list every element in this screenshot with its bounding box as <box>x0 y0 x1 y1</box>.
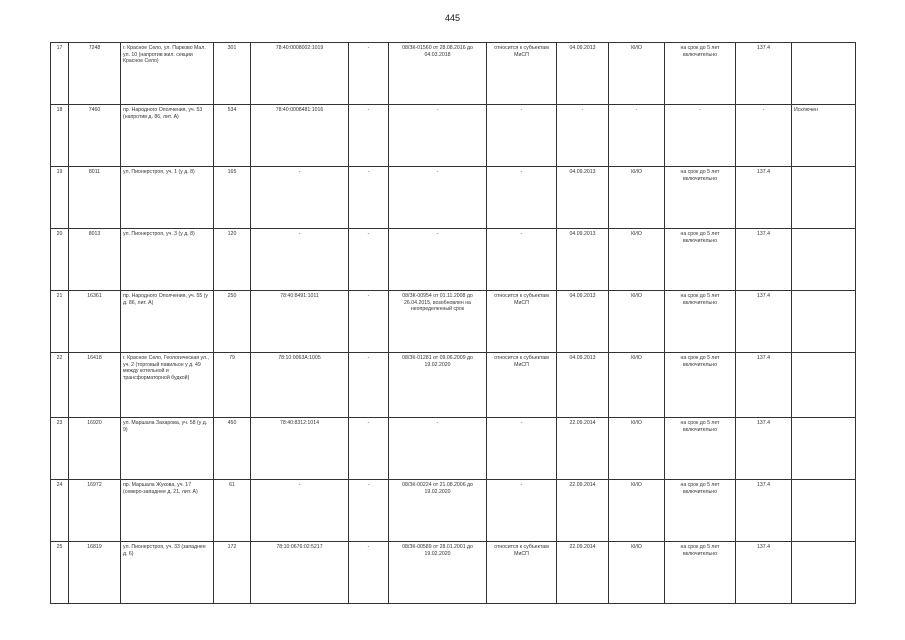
term-cell: на срок до 5 лет включительно <box>665 353 736 418</box>
table-body <box>51 43 856 604</box>
address-cell: ул. Пионерстроя, уч. 1 (у д. 8) <box>121 167 214 229</box>
date-cell: 04.09.2013 <box>557 43 609 105</box>
rate-cell: 137.4 <box>736 542 792 604</box>
table-row <box>51 105 856 167</box>
contract-cell: - <box>389 167 487 229</box>
contract-cell: 08/ЗК-01560 от 28.08.2016 до 04.03.2018 <box>389 43 487 105</box>
sme-status-cell: - <box>487 105 557 167</box>
sme-status-cell: относится к субъектам МиСП <box>487 542 557 604</box>
contract-cell: 08/ЗК-00589 от 28.01.2001 до 19.02.2020 <box>389 542 487 604</box>
area-cell: 61 <box>214 480 251 542</box>
note-cell <box>792 167 856 229</box>
encumbrance-cell: - <box>349 43 389 105</box>
cadastral-number-cell: 78:40:0008481:1016 <box>251 105 349 167</box>
row-number-cell: 19 <box>51 167 69 229</box>
address-cell: г. Красное Село, ул. Парково Мал. ул. 10 (напротив жил. секции Красное Село) <box>121 43 214 105</box>
note-cell <box>792 418 856 480</box>
sme-status-cell: относится к субъектам МиСП <box>487 353 557 418</box>
row-number-cell: 21 <box>51 291 69 353</box>
sme-status-cell: - <box>487 480 557 542</box>
table-row <box>51 353 856 418</box>
contract-cell: - <box>389 229 487 291</box>
cadastral-number-cell: 78:10:0063A:1005 <box>251 353 349 418</box>
sme-status-cell: - <box>487 167 557 229</box>
rate-cell: 137.4 <box>736 418 792 480</box>
term-cell: на срок до 5 лет включительно <box>665 43 736 105</box>
address-cell: ул. Пионерстроя, уч. 3 (у д. 8) <box>121 229 214 291</box>
object-id-cell: 16972 <box>69 480 121 542</box>
rate-cell: 137.4 <box>736 291 792 353</box>
area-cell: 250 <box>214 291 251 353</box>
organization-cell: КИО <box>609 480 665 542</box>
organization-cell: КИО <box>609 167 665 229</box>
object-id-cell: 16418 <box>69 353 121 418</box>
organization-cell: КИО <box>609 353 665 418</box>
contract-cell: - <box>389 105 487 167</box>
note-cell <box>792 229 856 291</box>
organization-cell: КИО <box>609 43 665 105</box>
date-cell: 22.09.2014 <box>557 480 609 542</box>
note-cell <box>792 291 856 353</box>
table-row <box>51 167 856 229</box>
sme-status-cell: относится к субъектам МиСП <box>487 43 557 105</box>
area-cell: 120 <box>214 229 251 291</box>
page-number: 445 <box>444 13 461 23</box>
date-cell: 22.09.2014 <box>557 542 609 604</box>
table-row <box>51 542 856 604</box>
address-cell: пр. Народного Ополчения, уч. 55 (у д. 86, лит. А) <box>121 291 214 353</box>
encumbrance-cell: - <box>349 167 389 229</box>
object-id-cell: 16819 <box>69 542 121 604</box>
sme-status-cell: - <box>487 418 557 480</box>
encumbrance-cell: - <box>349 542 389 604</box>
rate-cell: 137.4 <box>736 353 792 418</box>
contract-cell: 08/ЗК-00954 от 01.11.2008 до 26.04.2015, возобновлен на неопределенный срок <box>389 291 487 353</box>
contract-cell: 08/ЗК-01281 от 09.06.2009 до 19.02.2020 <box>389 353 487 418</box>
term-cell: - <box>665 105 736 167</box>
term-cell: на срок до 5 лет включительно <box>665 480 736 542</box>
organization-cell: - <box>609 105 665 167</box>
rate-cell: - <box>736 105 792 167</box>
rate-cell: 137.4 <box>736 43 792 105</box>
object-id-cell: 8013 <box>69 229 121 291</box>
area-cell: 450 <box>214 418 251 480</box>
contract-cell: 08/ЗК-00224 от 21.08.2006 до 19.02.2020 <box>389 480 487 542</box>
area-cell: 165 <box>214 167 251 229</box>
note-cell: Исключен <box>792 105 856 167</box>
date-cell: 04.09.2013 <box>557 229 609 291</box>
organization-cell: КИО <box>609 291 665 353</box>
date-cell: - <box>557 105 609 167</box>
term-cell: на срок до 5 лет включительно <box>665 418 736 480</box>
table-row <box>51 229 856 291</box>
object-id-cell: 16361 <box>69 291 121 353</box>
row-number-cell: 23 <box>51 418 69 480</box>
cadastral-number-cell: - <box>251 229 349 291</box>
area-cell: 301 <box>214 43 251 105</box>
registry-table <box>50 42 856 604</box>
object-id-cell: 16920 <box>69 418 121 480</box>
organization-cell: КИО <box>609 542 665 604</box>
table-row <box>51 480 856 542</box>
sme-status-cell: - <box>487 229 557 291</box>
term-cell: на срок до 5 лет включительно <box>665 167 736 229</box>
area-cell: 534 <box>214 105 251 167</box>
cadastral-number-cell: 78:40:8491:1011 <box>251 291 349 353</box>
note-cell <box>792 542 856 604</box>
table-row <box>51 291 856 353</box>
term-cell: на срок до 5 лет включительно <box>665 542 736 604</box>
encumbrance-cell: - <box>349 418 389 480</box>
term-cell: на срок до 5 лет включительно <box>665 229 736 291</box>
row-number-cell: 24 <box>51 480 69 542</box>
note-cell <box>792 43 856 105</box>
contract-cell: - <box>389 418 487 480</box>
encumbrance-cell: - <box>349 353 389 418</box>
date-cell: 04.09.2013 <box>557 167 609 229</box>
cadastral-number-cell: - <box>251 167 349 229</box>
table-row <box>51 418 856 480</box>
address-cell: г. Красное Село, Геологическая ул., уч. 2 (торговый павильон у д. 49 между котельной и трансформаторной будкой) <box>121 353 214 418</box>
rate-cell: 137.4 <box>736 167 792 229</box>
row-number-cell: 17 <box>51 43 69 105</box>
cadastral-number-cell: 78:40:0008002:1019 <box>251 43 349 105</box>
cadastral-number-cell: - <box>251 480 349 542</box>
area-cell: 79 <box>214 353 251 418</box>
address-cell: ул. Пионерстроя, уч. 33 (западнее д. 6) <box>121 542 214 604</box>
address-cell: пр. Народного Ополчения, уч. 53 (напротив д. 86, лит. А) <box>121 105 214 167</box>
note-cell <box>792 480 856 542</box>
row-number-cell: 20 <box>51 229 69 291</box>
address-cell: пр. Маршала Жукова, уч. 17 (северо-западнее д. 21, лит. А) <box>121 480 214 542</box>
date-cell: 04.09.2013 <box>557 291 609 353</box>
table-row <box>51 43 856 105</box>
object-id-cell: 8011 <box>69 167 121 229</box>
encumbrance-cell: - <box>349 229 389 291</box>
organization-cell: КИО <box>609 418 665 480</box>
note-cell <box>792 353 856 418</box>
row-number-cell: 18 <box>51 105 69 167</box>
row-number-cell: 25 <box>51 542 69 604</box>
cadastral-number-cell: 78:10:0676:02:5217 <box>251 542 349 604</box>
encumbrance-cell: - <box>349 291 389 353</box>
rate-cell: 137.4 <box>736 229 792 291</box>
rate-cell: 137.4 <box>736 480 792 542</box>
cadastral-number-cell: 78:40:8312:1014 <box>251 418 349 480</box>
area-cell: 172 <box>214 542 251 604</box>
encumbrance-cell: - <box>349 105 389 167</box>
organization-cell: КИО <box>609 229 665 291</box>
encumbrance-cell: - <box>349 480 389 542</box>
object-id-cell: 7460 <box>69 105 121 167</box>
date-cell: 04.09.2013 <box>557 353 609 418</box>
term-cell: на срок до 5 лет включительно <box>665 291 736 353</box>
row-number-cell: 22 <box>51 353 69 418</box>
date-cell: 22.09.2014 <box>557 418 609 480</box>
address-cell: ул. Маршала Захарова, уч. 58 (у д. 9) <box>121 418 214 480</box>
sme-status-cell: относится к субъектам МиСП <box>487 291 557 353</box>
object-id-cell: 7248 <box>69 43 121 105</box>
